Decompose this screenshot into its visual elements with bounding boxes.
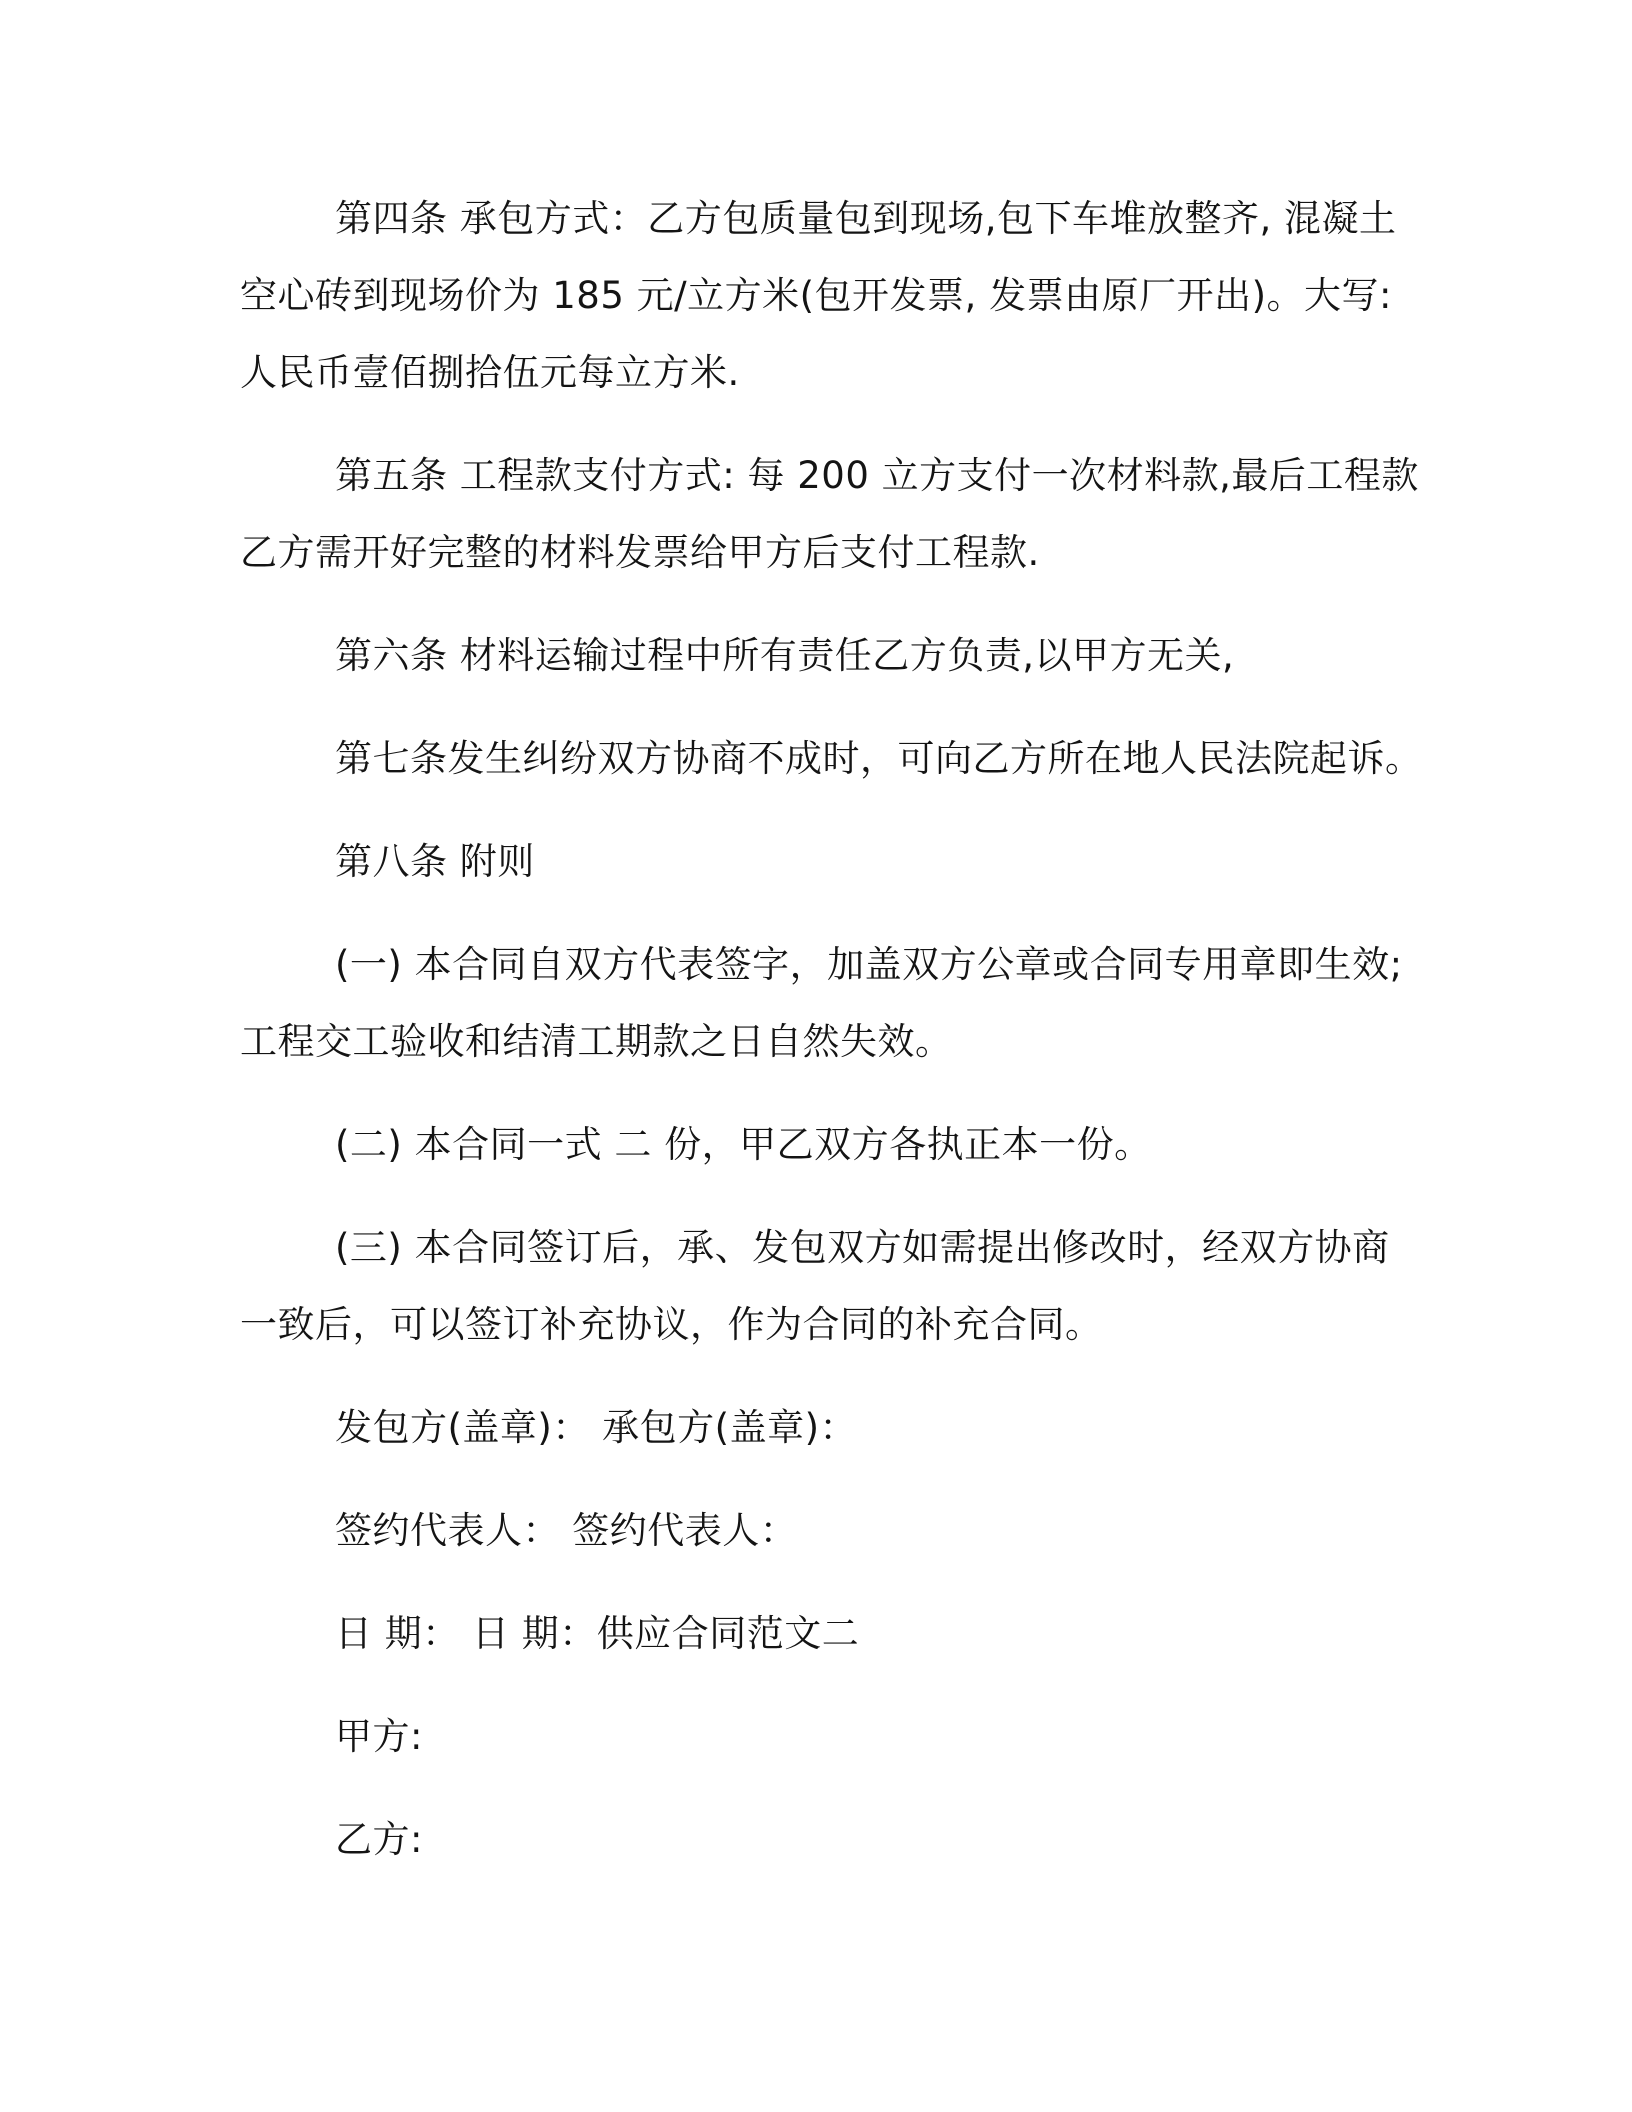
article5-line2: 乙方需开好完整的材料发票给甲方后支付工程款. xyxy=(240,531,1040,574)
article8-clause1-line2: 工程交工验收和结清工期款之日自然失效。 xyxy=(240,1020,953,1063)
article8-clause3-line1: (三) 本合同签订后，承、发包双方如需提出修改时，经双方协商 xyxy=(335,1226,1390,1269)
article5-line1: 第五条 工程款支付方式: 每 200 立方支付一次材料款,最后工程款 xyxy=(335,454,1419,497)
article8-clause2: (二) 本合同一式 二 份，甲乙双方各执正本一份。 xyxy=(335,1123,1152,1166)
article4-line3: 人民币壹佰捌拾伍元每立方米. xyxy=(240,351,740,394)
party-a-label: 甲方: xyxy=(335,1715,423,1758)
article7: 第七条发生纠纷双方协商不成时，可向乙方所在地人民法院起诉。 xyxy=(335,737,1423,780)
signature-date-line: 日 期： 日 期：供应合同范文二 xyxy=(335,1612,860,1655)
party-b-label: 乙方: xyxy=(335,1818,423,1861)
article8-clause1-line1: (一) 本合同自双方代表签字，加盖双方公章或合同专用章即生效; xyxy=(335,943,1403,986)
article8-heading: 第八条 附则 xyxy=(335,840,535,883)
article6: 第六条 材料运输过程中所有责任乙方负责,以甲方无关, xyxy=(335,634,1235,677)
signature-representative-line: 签约代表人： 签约代表人： xyxy=(335,1509,798,1552)
article8-clause3-line2: 一致后，可以签订补充协议，作为合同的补充合同。 xyxy=(240,1303,1103,1346)
article4-line2: 空心砖到现场价为 185 元/立方米(包开发票, 发票由原厂开出)。大写: xyxy=(240,274,1392,317)
article4-line1: 第四条 承包方式：乙方包质量包到现场,包下车堆放整齐, 混凝土 xyxy=(335,197,1397,240)
signature-seal-line: 发包方(盖章)： 承包方(盖章)： xyxy=(335,1406,858,1449)
